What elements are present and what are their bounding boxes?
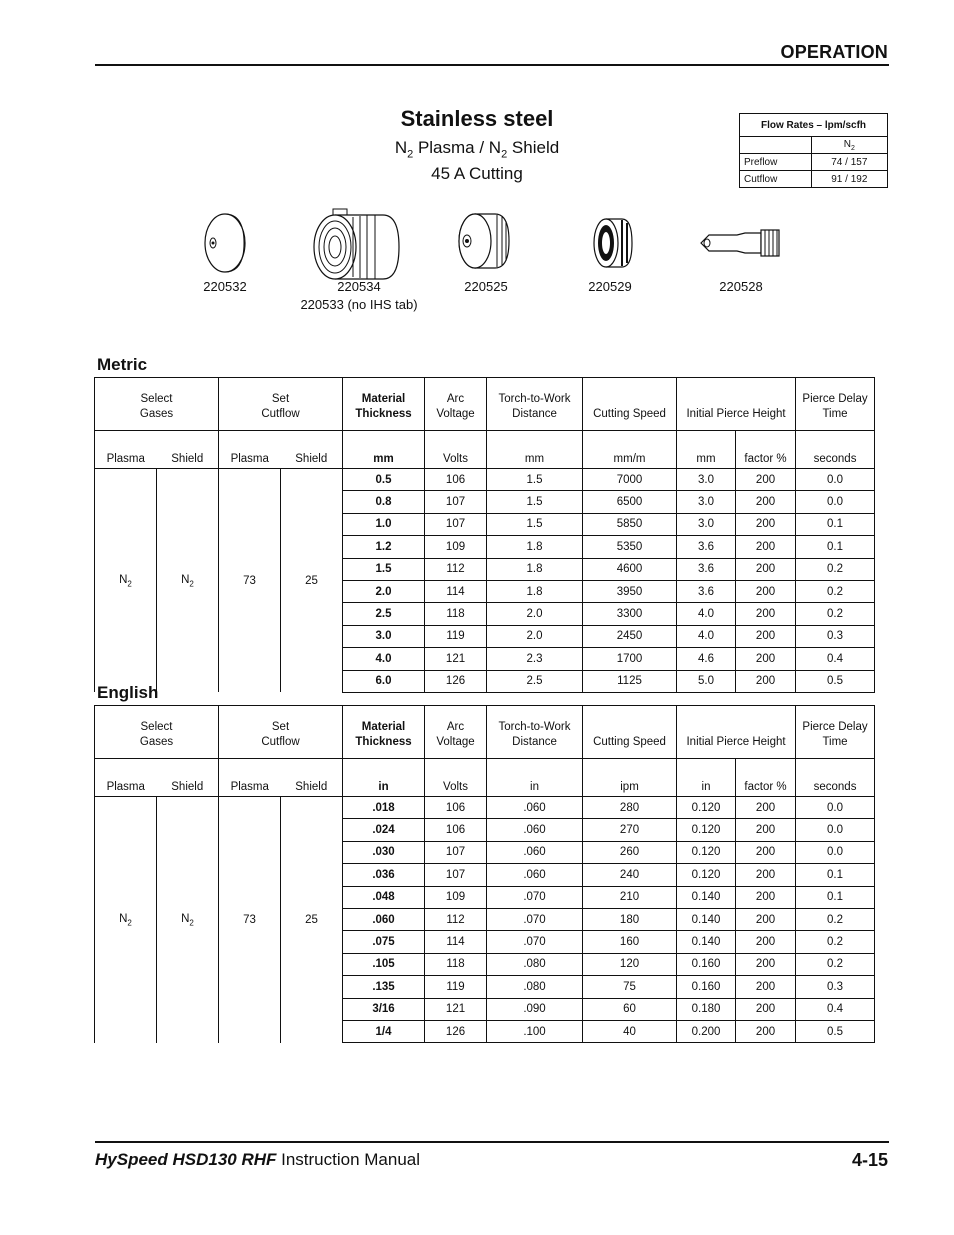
torch-distance-cell: 2.5 — [487, 670, 583, 692]
cutting-speed-cell: 280 — [583, 797, 677, 819]
pierce-factor-cell: 200 — [736, 625, 796, 647]
header-arc-voltage: Arc Voltage — [425, 378, 487, 431]
metric-label: Metric — [97, 355, 148, 374]
pierce-factor-cell: 200 — [736, 513, 796, 535]
unit-cell: factor % — [736, 759, 796, 797]
pierce-delay-cell: 0.1 — [796, 536, 875, 558]
unit-cell: seconds — [796, 431, 875, 469]
swirl-ring-illustration — [588, 205, 636, 275]
header-torch-distance: Torch-to-Work Distance — [487, 378, 583, 431]
arc-voltage-cell: 106 — [425, 797, 487, 819]
part-number: 220534 — [337, 279, 381, 294]
pierce-delay-cell: 0.3 — [796, 976, 875, 998]
arc-voltage-cell: 109 — [425, 886, 487, 908]
page-title: Stainless steel — [400, 106, 554, 131]
header-pierce-delay: Pierce Delay Time — [796, 706, 875, 759]
thickness-cell: 1/4 — [343, 1020, 425, 1042]
thickness-cell: 2.5 — [343, 603, 425, 625]
pierce-delay-cell: 0.5 — [796, 1020, 875, 1042]
pierce-delay-cell: 0.1 — [796, 886, 875, 908]
table-row — [95, 797, 875, 819]
torch-distance-cell: .070 — [487, 931, 583, 953]
pierce-height-cell: 0.160 — [677, 976, 736, 998]
torch-distance-cell: 1.8 — [487, 558, 583, 580]
pierce-delay-cell: 0.2 — [796, 908, 875, 930]
pierce-factor-cell: 200 — [736, 558, 796, 580]
arc-voltage-cell: 121 — [425, 998, 487, 1020]
cutting-speed-cell: 40 — [583, 1020, 677, 1042]
unit-cell: in — [487, 759, 583, 797]
cutting-speed-cell: 2450 — [583, 625, 677, 647]
arc-voltage-cell: 107 — [425, 841, 487, 863]
thickness-cell: 1.5 — [343, 558, 425, 580]
pierce-height-cell: 3.0 — [677, 513, 736, 535]
pierce-factor-cell: 200 — [736, 864, 796, 886]
cutting-speed-cell: 4600 — [583, 558, 677, 580]
pierce-factor-cell: 200 — [736, 536, 796, 558]
torch-distance-cell: 1.8 — [487, 536, 583, 558]
header-material-thickness: Material Thickness — [343, 706, 425, 759]
cutting-speed-cell: 5850 — [583, 513, 677, 535]
part-number: 220532 — [203, 279, 247, 294]
flow-value: 91 / 192 — [811, 171, 887, 188]
nozzle-illustration — [455, 205, 513, 277]
unit-cell: Plasma — [219, 759, 281, 797]
torch-distance-cell: 2.0 — [487, 603, 583, 625]
cutting-speed-cell: 7000 — [583, 469, 677, 491]
thickness-cell: .018 — [343, 797, 425, 819]
arc-voltage-cell: 121 — [425, 648, 487, 670]
pierce-delay-cell: 0.2 — [796, 931, 875, 953]
unit-cell: mm/m — [583, 431, 677, 469]
header-cutting-speed: Cutting Speed — [583, 706, 677, 759]
arc-voltage-cell: 106 — [425, 469, 487, 491]
thickness-cell: 2.0 — [343, 580, 425, 602]
unit-cell: Plasma — [95, 759, 157, 797]
pierce-delay-cell: 0.0 — [796, 469, 875, 491]
metric-cut-chart-table — [94, 377, 875, 693]
pierce-delay-cell: 0.5 — [796, 670, 875, 692]
cutting-speed-cell: 75 — [583, 976, 677, 998]
unit-cell: seconds — [796, 759, 875, 797]
torch-distance-cell: .100 — [487, 1020, 583, 1042]
pierce-factor-cell: 200 — [736, 670, 796, 692]
pierce-height-cell: 0.120 — [677, 797, 736, 819]
torch-distance-cell: .080 — [487, 976, 583, 998]
pierce-height-cell: 0.140 — [677, 886, 736, 908]
torch-distance-cell: 1.5 — [487, 469, 583, 491]
thickness-cell: 1.2 — [343, 536, 425, 558]
torch-distance-cell: .090 — [487, 998, 583, 1020]
pierce-height-cell: 3.0 — [677, 469, 736, 491]
pierce-factor-cell: 200 — [736, 931, 796, 953]
arc-voltage-cell: 107 — [425, 864, 487, 886]
arc-voltage-cell: 119 — [425, 625, 487, 647]
pierce-height-cell: 0.160 — [677, 953, 736, 975]
pierce-factor-cell: 200 — [736, 648, 796, 670]
flow-value: 74 / 157 — [811, 154, 887, 171]
cutting-speed-cell: 5350 — [583, 536, 677, 558]
torch-distance-cell: .080 — [487, 953, 583, 975]
arc-voltage-cell: 107 — [425, 491, 487, 513]
pierce-factor-cell: 200 — [736, 953, 796, 975]
thickness-cell: .135 — [343, 976, 425, 998]
pierce-factor-cell: 200 — [736, 797, 796, 819]
pierce-factor-cell: 200 — [736, 976, 796, 998]
unit-cell: in — [343, 759, 425, 797]
pierce-delay-cell: 0.1 — [796, 513, 875, 535]
pierce-factor-cell: 200 — [736, 886, 796, 908]
arc-voltage-cell: 106 — [425, 819, 487, 841]
arc-voltage-cell: 112 — [425, 558, 487, 580]
cutting-speed-cell: 3300 — [583, 603, 677, 625]
pierce-delay-cell: 0.0 — [796, 797, 875, 819]
header-pierce-height: Initial Pierce Height — [677, 378, 796, 431]
set-shield-cell: 25 — [281, 469, 343, 693]
torch-distance-cell: .060 — [487, 841, 583, 863]
pierce-factor-cell: 200 — [736, 998, 796, 1020]
pierce-height-cell: 0.120 — [677, 864, 736, 886]
gas-subtitle: $N_2$ Plasma / $N_2$ Shield — [394, 138, 560, 161]
unit-cell: Shield — [157, 431, 219, 469]
pierce-factor-cell: 200 — [736, 841, 796, 863]
header-pierce-delay: Pierce Delay Time — [796, 378, 875, 431]
pierce-height-cell: 0.180 — [677, 998, 736, 1020]
unit-cell: Plasma — [219, 431, 281, 469]
part-number: 220529 — [588, 279, 632, 294]
thickness-cell: 1.0 — [343, 513, 425, 535]
pierce-delay-cell: 0.0 — [796, 491, 875, 513]
header-set-cutflow: Set Cutflow — [219, 706, 343, 759]
arc-voltage-cell: 119 — [425, 976, 487, 998]
pierce-factor-cell: 200 — [736, 469, 796, 491]
footer-manual-title: HySpeed HSD130 RHF Instruction Manual — [95, 1150, 421, 1169]
pierce-delay-cell: 0.2 — [796, 953, 875, 975]
cutting-speed-cell: 6500 — [583, 491, 677, 513]
gas-plasma-cell: $N_2$ — [95, 469, 157, 693]
thickness-cell: .024 — [343, 819, 425, 841]
unit-cell: Volts — [425, 431, 487, 469]
unit-cell: ipm — [583, 759, 677, 797]
page-number: 4-15 — [851, 1150, 888, 1170]
gas-plasma-cell: $N_2$ — [95, 797, 157, 1043]
thickness-cell: .048 — [343, 886, 425, 908]
pierce-height-cell: 0.200 — [677, 1020, 736, 1042]
cutting-speed-cell: 60 — [583, 998, 677, 1020]
pierce-delay-cell: 0.4 — [796, 998, 875, 1020]
unit-cell: mm — [487, 431, 583, 469]
pierce-height-cell: 0.120 — [677, 841, 736, 863]
pierce-factor-cell: 200 — [736, 1020, 796, 1042]
pierce-delay-cell: 0.4 — [796, 648, 875, 670]
pierce-height-cell: 3.6 — [677, 580, 736, 602]
flow-label: Cutflow — [740, 171, 812, 188]
torch-distance-cell: 1.5 — [487, 513, 583, 535]
torch-distance-cell: 1.5 — [487, 491, 583, 513]
pierce-factor-cell: 200 — [736, 603, 796, 625]
pierce-delay-cell: 0.2 — [796, 558, 875, 580]
footer-rule — [95, 1141, 889, 1143]
unit-cell: in — [677, 759, 736, 797]
thickness-cell: 3.0 — [343, 625, 425, 647]
pierce-height-cell: 4.0 — [677, 625, 736, 647]
set-shield-cell: 25 — [281, 797, 343, 1043]
english-cut-chart-table — [94, 705, 875, 1043]
header-material-thickness: Material Thickness — [343, 378, 425, 431]
gas-shield-cell: $N_2$ — [157, 797, 219, 1043]
header-select-gases: Select Gases — [95, 378, 219, 431]
pierce-delay-cell: 0.0 — [796, 819, 875, 841]
torch-distance-cell: .070 — [487, 908, 583, 930]
header-cutting-speed: Cutting Speed — [583, 378, 677, 431]
unit-cell: Plasma — [95, 431, 157, 469]
header-torch-distance: Torch-to-Work Distance — [487, 706, 583, 759]
torch-distance-cell: .070 — [487, 886, 583, 908]
header-rule — [95, 64, 889, 66]
torch-distance-cell: 1.8 — [487, 580, 583, 602]
flow-gas-label: $N_2$ — [811, 137, 887, 154]
pierce-height-cell: 4.0 — [677, 603, 736, 625]
arc-voltage-cell: 109 — [425, 536, 487, 558]
pierce-factor-cell: 200 — [736, 908, 796, 930]
pierce-height-cell: 0.140 — [677, 908, 736, 930]
flow-rates-heading: Flow Rates – lpm/scfh — [740, 114, 888, 137]
thickness-cell: .075 — [343, 931, 425, 953]
pierce-height-cell: 3.0 — [677, 491, 736, 513]
retaining-cap-illustration — [305, 205, 403, 285]
thickness-cell: .036 — [343, 864, 425, 886]
thickness-cell: 6.0 — [343, 670, 425, 692]
pierce-delay-cell: 0.0 — [796, 841, 875, 863]
unit-cell: Shield — [281, 759, 343, 797]
flow-rates-table — [739, 113, 888, 188]
pierce-height-cell: 0.120 — [677, 819, 736, 841]
thickness-cell: .060 — [343, 908, 425, 930]
electrode-illustration — [697, 205, 785, 277]
header-pierce-height: Initial Pierce Height — [677, 706, 796, 759]
thickness-cell: 3/16 — [343, 998, 425, 1020]
unit-cell: mm — [677, 431, 736, 469]
shield-cap-illustration — [200, 205, 250, 280]
unit-cell: Shield — [157, 759, 219, 797]
unit-cell: Shield — [281, 431, 343, 469]
cutting-speed-cell: 260 — [583, 841, 677, 863]
unit-cell: factor % — [736, 431, 796, 469]
arc-voltage-cell: 114 — [425, 931, 487, 953]
pierce-height-cell: 5.0 — [677, 670, 736, 692]
pierce-height-cell: 3.6 — [677, 536, 736, 558]
torch-distance-cell: 2.0 — [487, 625, 583, 647]
flow-label: Preflow — [740, 154, 812, 171]
unit-cell: mm — [343, 431, 425, 469]
thickness-cell: 4.0 — [343, 648, 425, 670]
english-label: English — [97, 683, 159, 702]
thickness-cell: 0.8 — [343, 491, 425, 513]
arc-voltage-cell: 107 — [425, 513, 487, 535]
table-row — [95, 469, 875, 491]
torch-distance-cell: .060 — [487, 797, 583, 819]
thickness-cell: .030 — [343, 841, 425, 863]
pierce-height-cell: 4.6 — [677, 648, 736, 670]
pierce-delay-cell: 0.1 — [796, 864, 875, 886]
cutting-speed-cell: 210 — [583, 886, 677, 908]
cutting-speed-cell: 180 — [583, 908, 677, 930]
part-note: 220533 (no IHS tab) — [300, 297, 418, 312]
part-number: 220525 — [464, 279, 508, 294]
pierce-delay-cell: 0.2 — [796, 580, 875, 602]
pierce-factor-cell: 200 — [736, 819, 796, 841]
torch-distance-cell: .060 — [487, 819, 583, 841]
torch-distance-cell: .060 — [487, 864, 583, 886]
set-plasma-cell: 73 — [219, 797, 281, 1043]
part-number: 220528 — [719, 279, 763, 294]
pierce-factor-cell: 200 — [736, 580, 796, 602]
cutting-speed-cell: 3950 — [583, 580, 677, 602]
pierce-delay-cell: 0.2 — [796, 603, 875, 625]
header-select-gases: Select Gases — [95, 706, 219, 759]
cutting-speed-cell: 1700 — [583, 648, 677, 670]
pierce-factor-cell: 200 — [736, 491, 796, 513]
thickness-cell: 0.5 — [343, 469, 425, 491]
cutting-speed-cell: 1125 — [583, 670, 677, 692]
pierce-height-cell: 3.6 — [677, 558, 736, 580]
current-subtitle: 45 A Cutting — [431, 164, 523, 183]
thickness-cell: .105 — [343, 953, 425, 975]
cutting-speed-cell: 160 — [583, 931, 677, 953]
torch-distance-cell: 2.3 — [487, 648, 583, 670]
arc-voltage-cell: 118 — [425, 603, 487, 625]
arc-voltage-cell: 112 — [425, 908, 487, 930]
header-set-cutflow: Set Cutflow — [219, 378, 343, 431]
arc-voltage-cell: 114 — [425, 580, 487, 602]
unit-cell: Volts — [425, 759, 487, 797]
pierce-height-cell: 0.140 — [677, 931, 736, 953]
set-plasma-cell: 73 — [219, 469, 281, 693]
arc-voltage-cell: 126 — [425, 1020, 487, 1042]
gas-shield-cell: $N_2$ — [157, 469, 219, 693]
cutting-speed-cell: 270 — [583, 819, 677, 841]
cutting-speed-cell: 120 — [583, 953, 677, 975]
section-heading: OPERATION — [780, 42, 888, 62]
header-arc-voltage: Arc Voltage — [425, 706, 487, 759]
arc-voltage-cell: 126 — [425, 670, 487, 692]
arc-voltage-cell: 118 — [425, 953, 487, 975]
pierce-delay-cell: 0.3 — [796, 625, 875, 647]
cutting-speed-cell: 240 — [583, 864, 677, 886]
